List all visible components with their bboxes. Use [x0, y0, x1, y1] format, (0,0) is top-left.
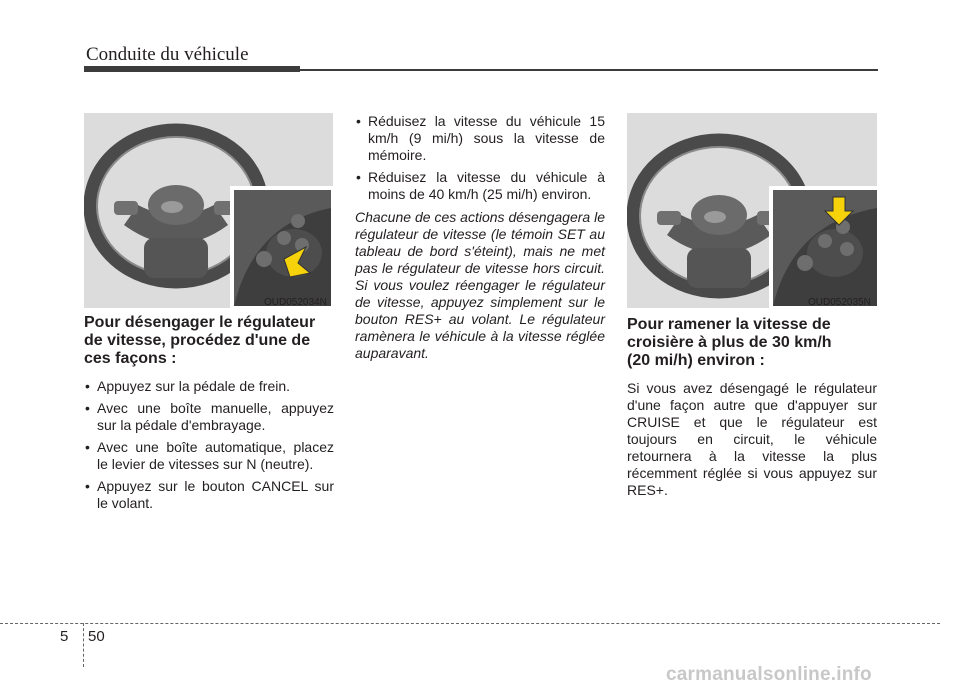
watermark: carmanualsonline.info: [666, 664, 872, 685]
column-3: [627, 316, 877, 499]
column-1: [84, 314, 334, 517]
heading-line: de vitesse, procédez d'une de: [84, 332, 311, 349]
figure-caption: OUD052035N: [808, 297, 871, 308]
list-item: • Appuyez sur le bouton CANCEL sur le volant.: [84, 478, 334, 512]
header-rule-thin: [300, 69, 878, 71]
footer-divider: [83, 623, 84, 667]
section-heading-disengage: [84, 314, 334, 368]
page-header-title: Conduite du véhicule: [86, 44, 249, 65]
list-item: • Appuyez sur la pédale de frein.: [84, 378, 334, 395]
figure-steering-wheel-res: [627, 113, 877, 308]
page-number: 50: [88, 628, 105, 645]
figure-caption: OUD052034N: [264, 297, 327, 308]
heading-line: (20 mi/h) environ :: [627, 352, 765, 369]
section-heading-resume: [627, 316, 877, 370]
heading-line: ces façons :: [84, 350, 177, 367]
disengage-methods-list: [84, 378, 334, 512]
speed-reduction-list: [355, 113, 605, 203]
list-item: • Réduisez la vitesse du véhicule 15 km/h (9 mi/h) sous la vitesse de mémoire.: [355, 113, 605, 164]
header-rule-thick: [84, 66, 300, 72]
figure-steering-wheel-cancel: [84, 113, 333, 308]
note-paragraph: Chacune de ces actions désengagera le régulateur de vitesse (le témoin SET au tableau de bord s'éteint), mais ne met pas le régulateur de vitesse hors circuit. Si vous voulez réengager le régulateur de vitesse, appuyez simplement sur le bouton RES+ au volant. Le régulateur ramènera le véhicule à la vitesse réglée auparavant.: [355, 209, 605, 361]
list-item: • Avec une boîte manuelle, appuyez sur la pédale d'embrayage.: [84, 400, 334, 434]
steering-wheel-cancel-button-arrow-icon: [84, 113, 333, 308]
list-item: • Avec une boîte automatique, placez le levier de vitesses sur N (neutre).: [84, 439, 334, 473]
heading-line: Pour désengager le régulateur: [84, 314, 316, 331]
heading-line: croisière à plus de 30 km/h: [627, 334, 832, 351]
steering-wheel-res-button-arrow-icon: [627, 113, 877, 308]
list-item: • Réduisez la vitesse du véhicule à moins de 40 km/h (25 mi/h) environ.: [355, 169, 605, 203]
resume-paragraph: Si vous avez désengagé le régulateur d'une façon autre que d'appuyer sur CRUISE et que le régulateur est toujours en circuit, le véhicule retournera à la vitesse la plus récemment réglée si vous appuyez sur RES+.: [627, 380, 877, 498]
column-2: [355, 113, 605, 362]
chapter-number: 5: [60, 628, 69, 645]
heading-line: Pour ramener la vitesse de: [627, 316, 831, 333]
footer-rule: [0, 623, 940, 624]
